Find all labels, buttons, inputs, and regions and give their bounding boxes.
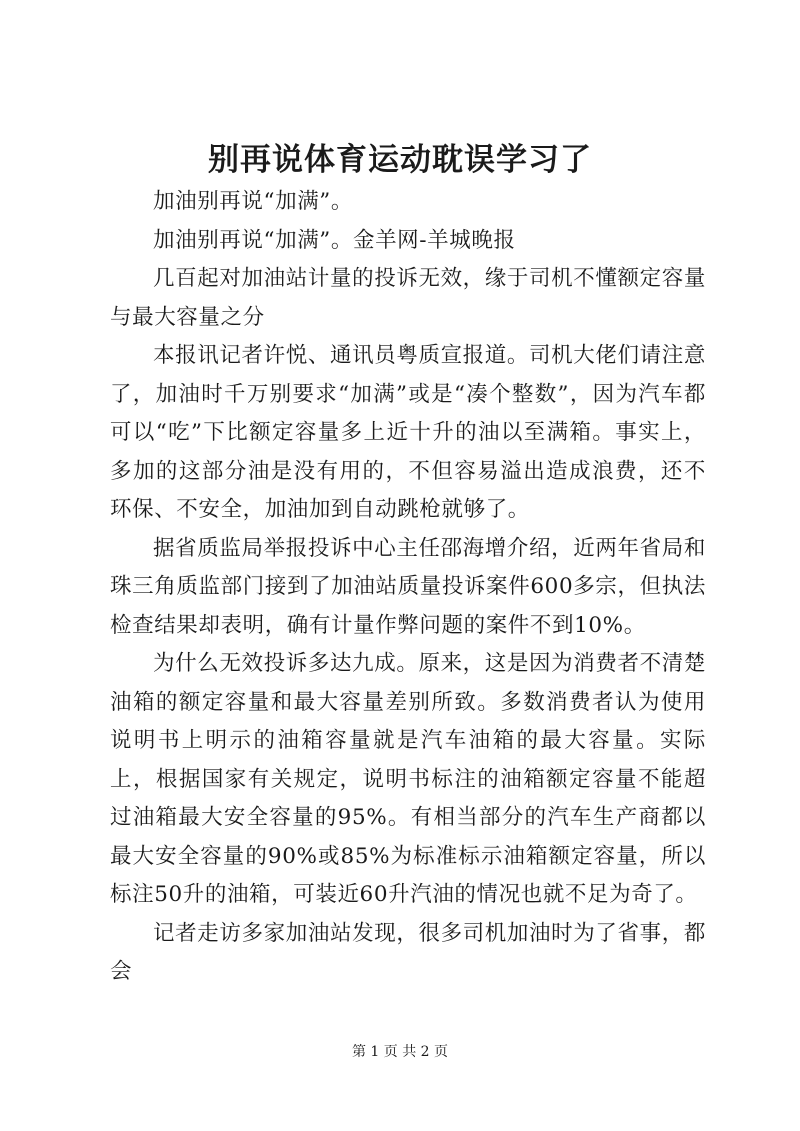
paragraph-4: 本报讯记者许悦、通讯员粤质宣报道。司机大佬们请注意了，加油时千万别要求“加满”或是“凑个整数”，因为汽车都可以“吃”下比额定容量多上近十升的油以至满箱。事实上，多加的这部分油是没有用的，不但容易溢出造成浪费，还不环保、不安全，加油加到自动跳枪就够了。 [110, 343, 706, 522]
paragraph-7: 记者走访多家加油站发现，很多司机加油时为了省事，都会 [110, 920, 706, 984]
paragraph-2: 加油别再说“加满”。金羊网-羊城晚报 [153, 227, 516, 253]
paragraph-6: 为什么无效投诉多达九成。原来，这是因为消费者不清楚油箱的额定容量和最大容量差别所致。多数消费者认为使用说明书上明示的油箱容量就是汽车油箱的最大容量。实际上，根据国家有关规定，说明书标注的油箱额定容量不能超过油箱最大安全容量的95%。有相当部分的汽车生产商都以最大安全容量的90%或85%为标准标示油箱额定容量，所以标注50升的油箱，可装近60升汽油的情况也就不足为奇了。 [110, 651, 706, 907]
paragraph-3: 几百起对加油站计量的投诉无效，缘于司机不懂额定容量与最大容量之分 [110, 266, 706, 330]
paragraph-5: 据省质监局举报投诉中心主任邵海增介绍，近两年省局和珠三角质监部门接到了加油站质量投诉案件600多宗，但执法检查结果却表明，确有计量作弊问题的案件不到10%。 [110, 535, 706, 638]
document-title: 别再说体育运动耽误学习了 [208, 142, 592, 178]
document-body [110, 183, 706, 992]
paragraph-1: 加油别再说“加满”。 [153, 189, 353, 214]
page-footer: 第 1 页 共 2 页 [351, 1044, 449, 1060]
